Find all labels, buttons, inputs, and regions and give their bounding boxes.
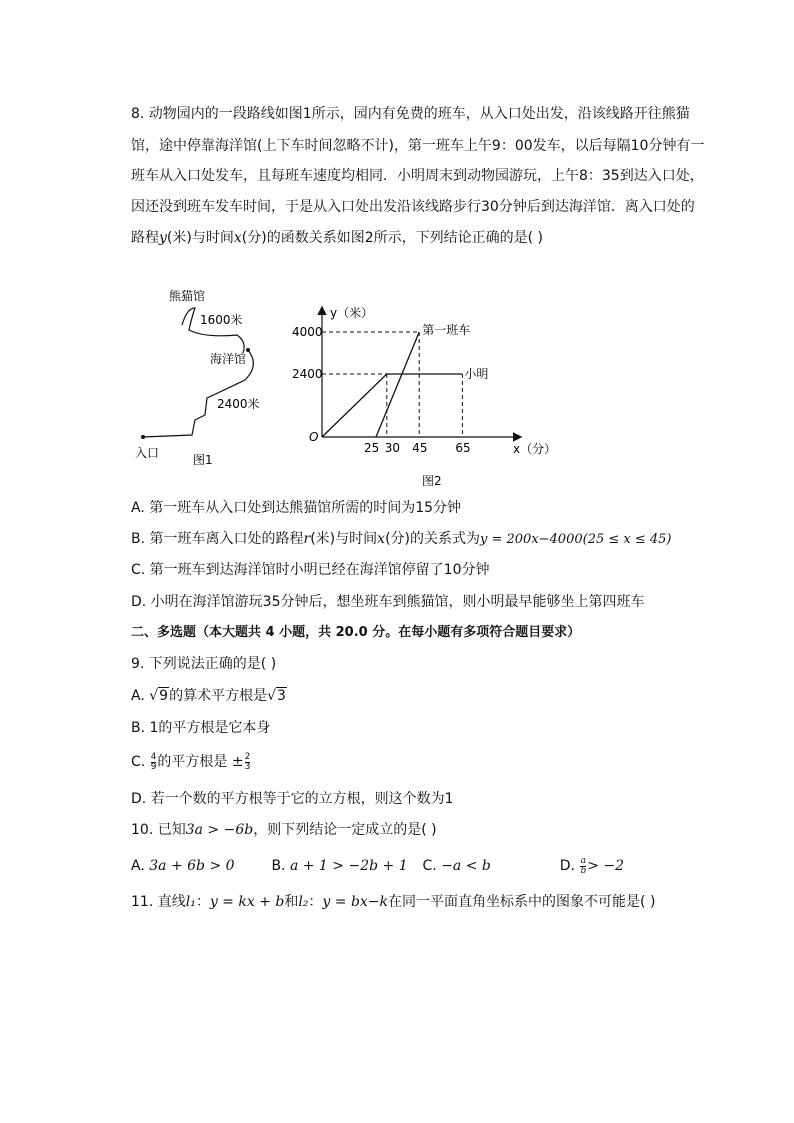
figure-1 [125, 280, 285, 470]
series-first-bus [376, 332, 419, 437]
q8-line-5-a: 路程 [131, 230, 159, 246]
frac-num-2: 2 [244, 751, 251, 762]
frac-den-2: 3 [244, 761, 251, 772]
seg2-label: 2400米 [217, 397, 260, 411]
q9-a-mid: 的算术平方根是 [169, 688, 268, 704]
x-tick-label: 65 [455, 441, 471, 455]
panda-label: 熊猫馆 [169, 289, 206, 303]
q11-e: 在同一平面直角坐标系中的图象不可能是( ) [388, 894, 656, 910]
q11-l1: l₁ [185, 894, 196, 910]
q9-option-d: D. 若一个数的平方根等于它的立方根，则这个数为1 [131, 791, 454, 807]
q8-line-5 [131, 228, 543, 248]
entrance-point [141, 435, 145, 439]
y-tick-label: 4000 [292, 325, 323, 339]
q11-c: 和 [284, 894, 299, 910]
frac-num: 4 [150, 751, 157, 762]
y-axis-label: y（米） [330, 306, 374, 320]
label-xiaoming: 小明 [464, 367, 489, 381]
frac-b: b [580, 865, 587, 876]
q8-line-4: 因还没到班车发车时间，于是从入口处出发沿该线路步行30分钟后到达海洋馆．离入口处的 [131, 199, 695, 215]
caption-figure-2: 图2 [422, 474, 442, 488]
sqrt-9-radicand: 9 [159, 688, 169, 704]
q9-a-prefix: A. [131, 688, 150, 704]
q8-option-c: C. 第一班车到达海洋馆时小明已经在海洋馆停留了10分钟 [131, 562, 490, 578]
x-tick-label: 30 [384, 441, 401, 455]
entrance-label: 入口 [135, 446, 160, 460]
ocean-point [246, 348, 250, 352]
x-axis-label: x（分） [513, 442, 557, 456]
q11-b: ： [195, 894, 210, 910]
q10-condition: 3a > −6b [185, 822, 254, 838]
section-2-title: 二、多选题（本大题共 4 小题，共 20.0 分。在每小题有多项符合题目要求） [131, 625, 581, 640]
q10-d-label: D. [559, 858, 580, 874]
q8-option-b-formula: y = 200x−4000(25 ≤ x ≤ 45) [480, 532, 672, 547]
sqrt-3-radicand: 3 [277, 688, 286, 704]
q10-c-label: C. [422, 858, 442, 874]
q9-option-a [131, 686, 287, 706]
figure-2 [292, 300, 580, 490]
q8-var-x: x [233, 230, 242, 246]
x-tick-label: 45 [412, 441, 428, 455]
frac-den: 9 [150, 761, 157, 772]
q8-line-5-c: (分)的函数关系如图2所示，下列结论正确的是( ) [241, 230, 543, 246]
q10-option-a: 3a + 6b > 0 [149, 858, 235, 874]
q8-line-5-b: (米)与时间 [166, 230, 234, 246]
q10-stem-b: ，则下列结论一定成立的是( ) [253, 822, 437, 838]
q11-stem [131, 892, 655, 912]
fraction-4-9 [151, 753, 157, 772]
q8-option-d: D. 小明在海洋馆游玩35分钟后，想坐班车到熊猫馆，则小明最早能够坐上第四班车 [131, 594, 645, 610]
q11-d: ： [308, 894, 323, 910]
q11-f2: y = bx−k [322, 894, 389, 910]
frac-a: a [580, 855, 587, 866]
q10-a-label: A. [131, 858, 150, 874]
q10-option-d-tail: > −2 [587, 858, 625, 874]
origin-label: O [309, 430, 319, 444]
q8-line-1: 8. 动物园内的一段路线如图1所示，园内有免费的班车，从入口处出发，沿该线路开往熊猫 [131, 106, 690, 122]
q10-option-b: a + 1 > −2b + 1 [289, 858, 408, 874]
q11-l2: l₂ [298, 894, 309, 910]
fraction-2-3 [245, 753, 251, 772]
seg1-label: 1600米 [200, 313, 243, 327]
q11-a: 11. 直线 [131, 894, 186, 910]
q8-line-2: 馆，途中停靠海洋馆(上下车时间忽略不计)，第一班车上午9：00发车，以后每隔10分钟有一 [131, 138, 705, 154]
sqrt-3: √3 [267, 688, 286, 704]
y-tick-label: 2400 [292, 367, 323, 381]
q9-option-b: B. 1的平方根是它本身 [131, 720, 271, 736]
q8-option-b-c: (分)的关系式为 [385, 531, 480, 547]
q8-option-a: A. 第一班车从入口处到达熊猫馆所需的时间为15分钟 [131, 500, 462, 516]
sqrt-9: √9 [149, 688, 169, 704]
q9-option-c [131, 752, 251, 772]
q8-option-b-b: (米)与时间 [310, 531, 378, 547]
series-xiaoming [322, 374, 462, 437]
q8-option-b-a: B. 第一班车离入口处的路程 [131, 531, 304, 547]
q8-option-b-r: r [303, 531, 311, 547]
q9-c-mid: 的平方根是 ± [157, 754, 244, 770]
q10-stem-a: 10. 已知 [131, 822, 186, 838]
q10-options [131, 856, 624, 876]
q8-var-y: y [159, 230, 167, 246]
ocean-label: 海洋馆 [210, 352, 247, 366]
q8-option-b-x: x [377, 531, 386, 547]
q8-line-3: 班车从入口处发车，且每班车速度均相同．小明周末到动物园游玩，上午8：35到达入口处， [131, 168, 704, 184]
q10-option-c: −a < b [441, 858, 491, 874]
q10-b-label: B. [271, 858, 290, 874]
fraction-a-b [580, 857, 586, 876]
x-tick-label: 25 [364, 441, 380, 455]
q10-stem [131, 820, 437, 840]
q9-stem: 9. 下列说法正确的是( ) [131, 656, 277, 672]
q9-c-prefix: C. [131, 754, 150, 770]
figure-1-caption: 图1 [193, 453, 213, 467]
label-first-bus: 第一班车 [422, 323, 471, 337]
q8-option-b [131, 529, 672, 550]
q11-f1: y = kx + b [209, 894, 285, 910]
